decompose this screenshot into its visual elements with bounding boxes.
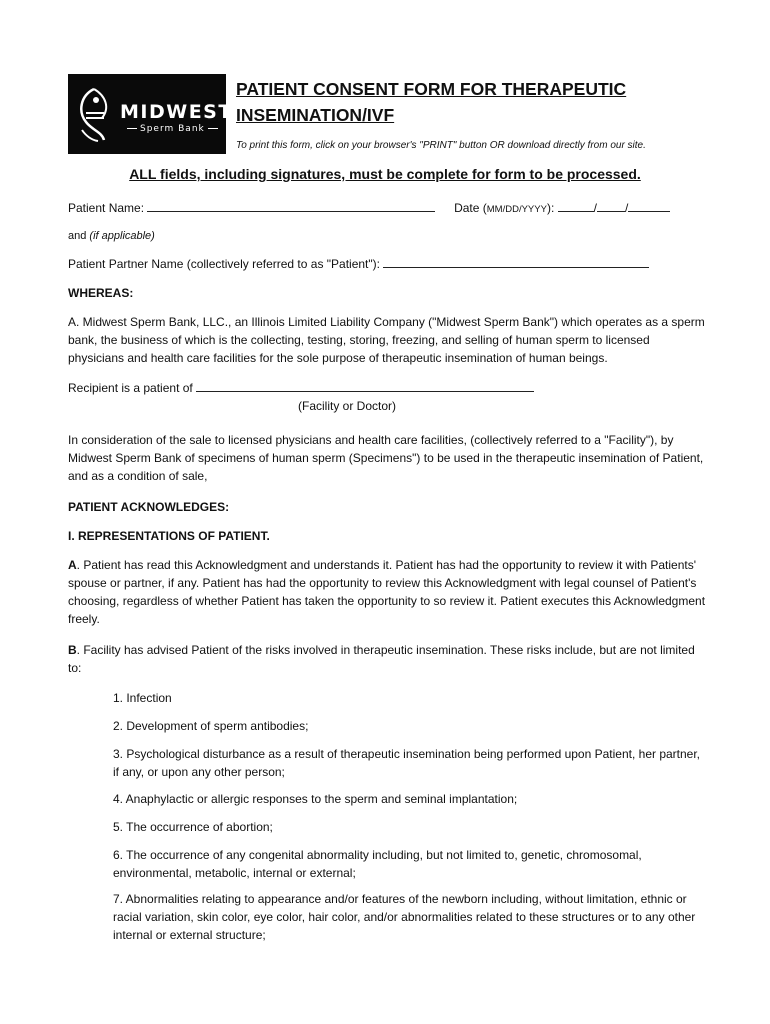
required-notice: ALL fields, including signatures, must be complete for form to be processed. [129, 166, 641, 182]
consideration-paragraph: In consideration of the sale to licensed physicians and health care facilities, (collectively referred to a "Facility"), by Midwest Sperm Bank of specimens of human sperm (Specimens") to be used in the therapeutic insemination of Patient, and as a condition of sale, [68, 433, 704, 483]
partner-name-field[interactable] [383, 255, 649, 268]
risk-item: 2. Development of sperm antibodies; [113, 719, 309, 733]
item-b-text: . Facility has advised Patient of the risks involved in therapeutic insemination. These risks include, but are not limited to: [68, 643, 695, 675]
date-label: Date ( [454, 201, 487, 215]
recipient-field[interactable] [196, 379, 534, 392]
date-slash-1: / [593, 201, 597, 215]
date-slash-2: / [624, 201, 629, 215]
paragraph-a: A. Midwest Sperm Bank, LLC., an Illinois Limited Liability Company ("Midwest Sperm Bank") which operates as a sperm bank, the business of which is the collecting, testing, storing, freezing, and selling of human sperm to licensed physicians and health care facilities for the sole purpose of therapeutic insemination of human beings. [68, 315, 705, 365]
item-a-paragraph [68, 556, 708, 628]
item-a-text: . Patient has read this Acknowledgment and understands it. Patient has had the opportunity to review it with Patients' spouse or partner, if any. Patient has had the opportunity to review this Acknowledgment with legal counsel of Patient's choosing, regardless of whether Patient has taken the opportunity to so review it. Patient executes this Acknowledgment freely. [68, 558, 706, 626]
date-close: ): [546, 201, 555, 215]
recipient-row [68, 379, 534, 397]
section-1-heading: I. REPRESENTATIONS OF PATIENT. [68, 529, 270, 543]
page-title: PATIENT CONSENT FORM FOR THERAPEUTIC INSEMINATION/IVF [236, 79, 627, 125]
date-year-field[interactable] [628, 199, 670, 212]
patient-name-row [68, 199, 670, 219]
risk-item: 4. Anaphylactic or allergic responses to the sperm and seminal implantation; [113, 792, 518, 806]
item-b-paragraph [68, 641, 708, 677]
date-format: MM/DD/YYYY [486, 204, 547, 215]
patient-name-field[interactable] [147, 199, 435, 212]
if-applicable-label: (if applicable) [89, 230, 155, 242]
partner-name-row [68, 255, 649, 273]
and-row [68, 227, 155, 245]
print-note: To print this form, click on your browser's "PRINT" button OR download directly from our site. [236, 140, 646, 151]
logo-brand-text: MIDWEST [120, 101, 233, 123]
risk-item: 3. Psychological disturbance as a result of therapeutic insemination being performed upon Patient, her partner, if any, or upon any other person; [113, 747, 701, 779]
risk-item: 5. The occurrence of abortion; [113, 820, 273, 834]
whereas-heading: WHEREAS: [68, 286, 134, 300]
acknowledges-heading: PATIENT ACKNOWLEDGES: [68, 500, 230, 514]
date-day-field[interactable] [597, 199, 625, 212]
logo-emblem-icon [72, 86, 116, 144]
date-month-field[interactable] [558, 199, 594, 212]
logo-sub-text: Sperm Bank [124, 124, 221, 134]
facility-label: (Facility or Doctor) [298, 399, 397, 413]
partner-name-label: Patient Partner Name (collectively referred to as "Patient"): [68, 257, 380, 271]
item-a-letter: A [68, 558, 77, 572]
midwest-sperm-bank-logo [68, 74, 233, 154]
patient-name-label: Patient Name: [68, 201, 145, 215]
risk-item: 7. Abnormalities relating to appearance and/or features of the newborn including, without limitation, ethnic or racial variation, skin color, eye color, hair color, and/or abnormalities related to these structures or to any other internal or external structure; [113, 892, 696, 942]
item-b-letter: B [68, 643, 77, 657]
risk-item: 6. The occurrence of any congenital abnormality including, but not limited to, genetic, chromosomal, environmental, metabolic, internal or external; [113, 848, 642, 880]
recipient-label: Recipient is a patient of [68, 381, 193, 395]
risk-item: 1. Infection [113, 691, 172, 705]
and-label: and [68, 230, 87, 242]
